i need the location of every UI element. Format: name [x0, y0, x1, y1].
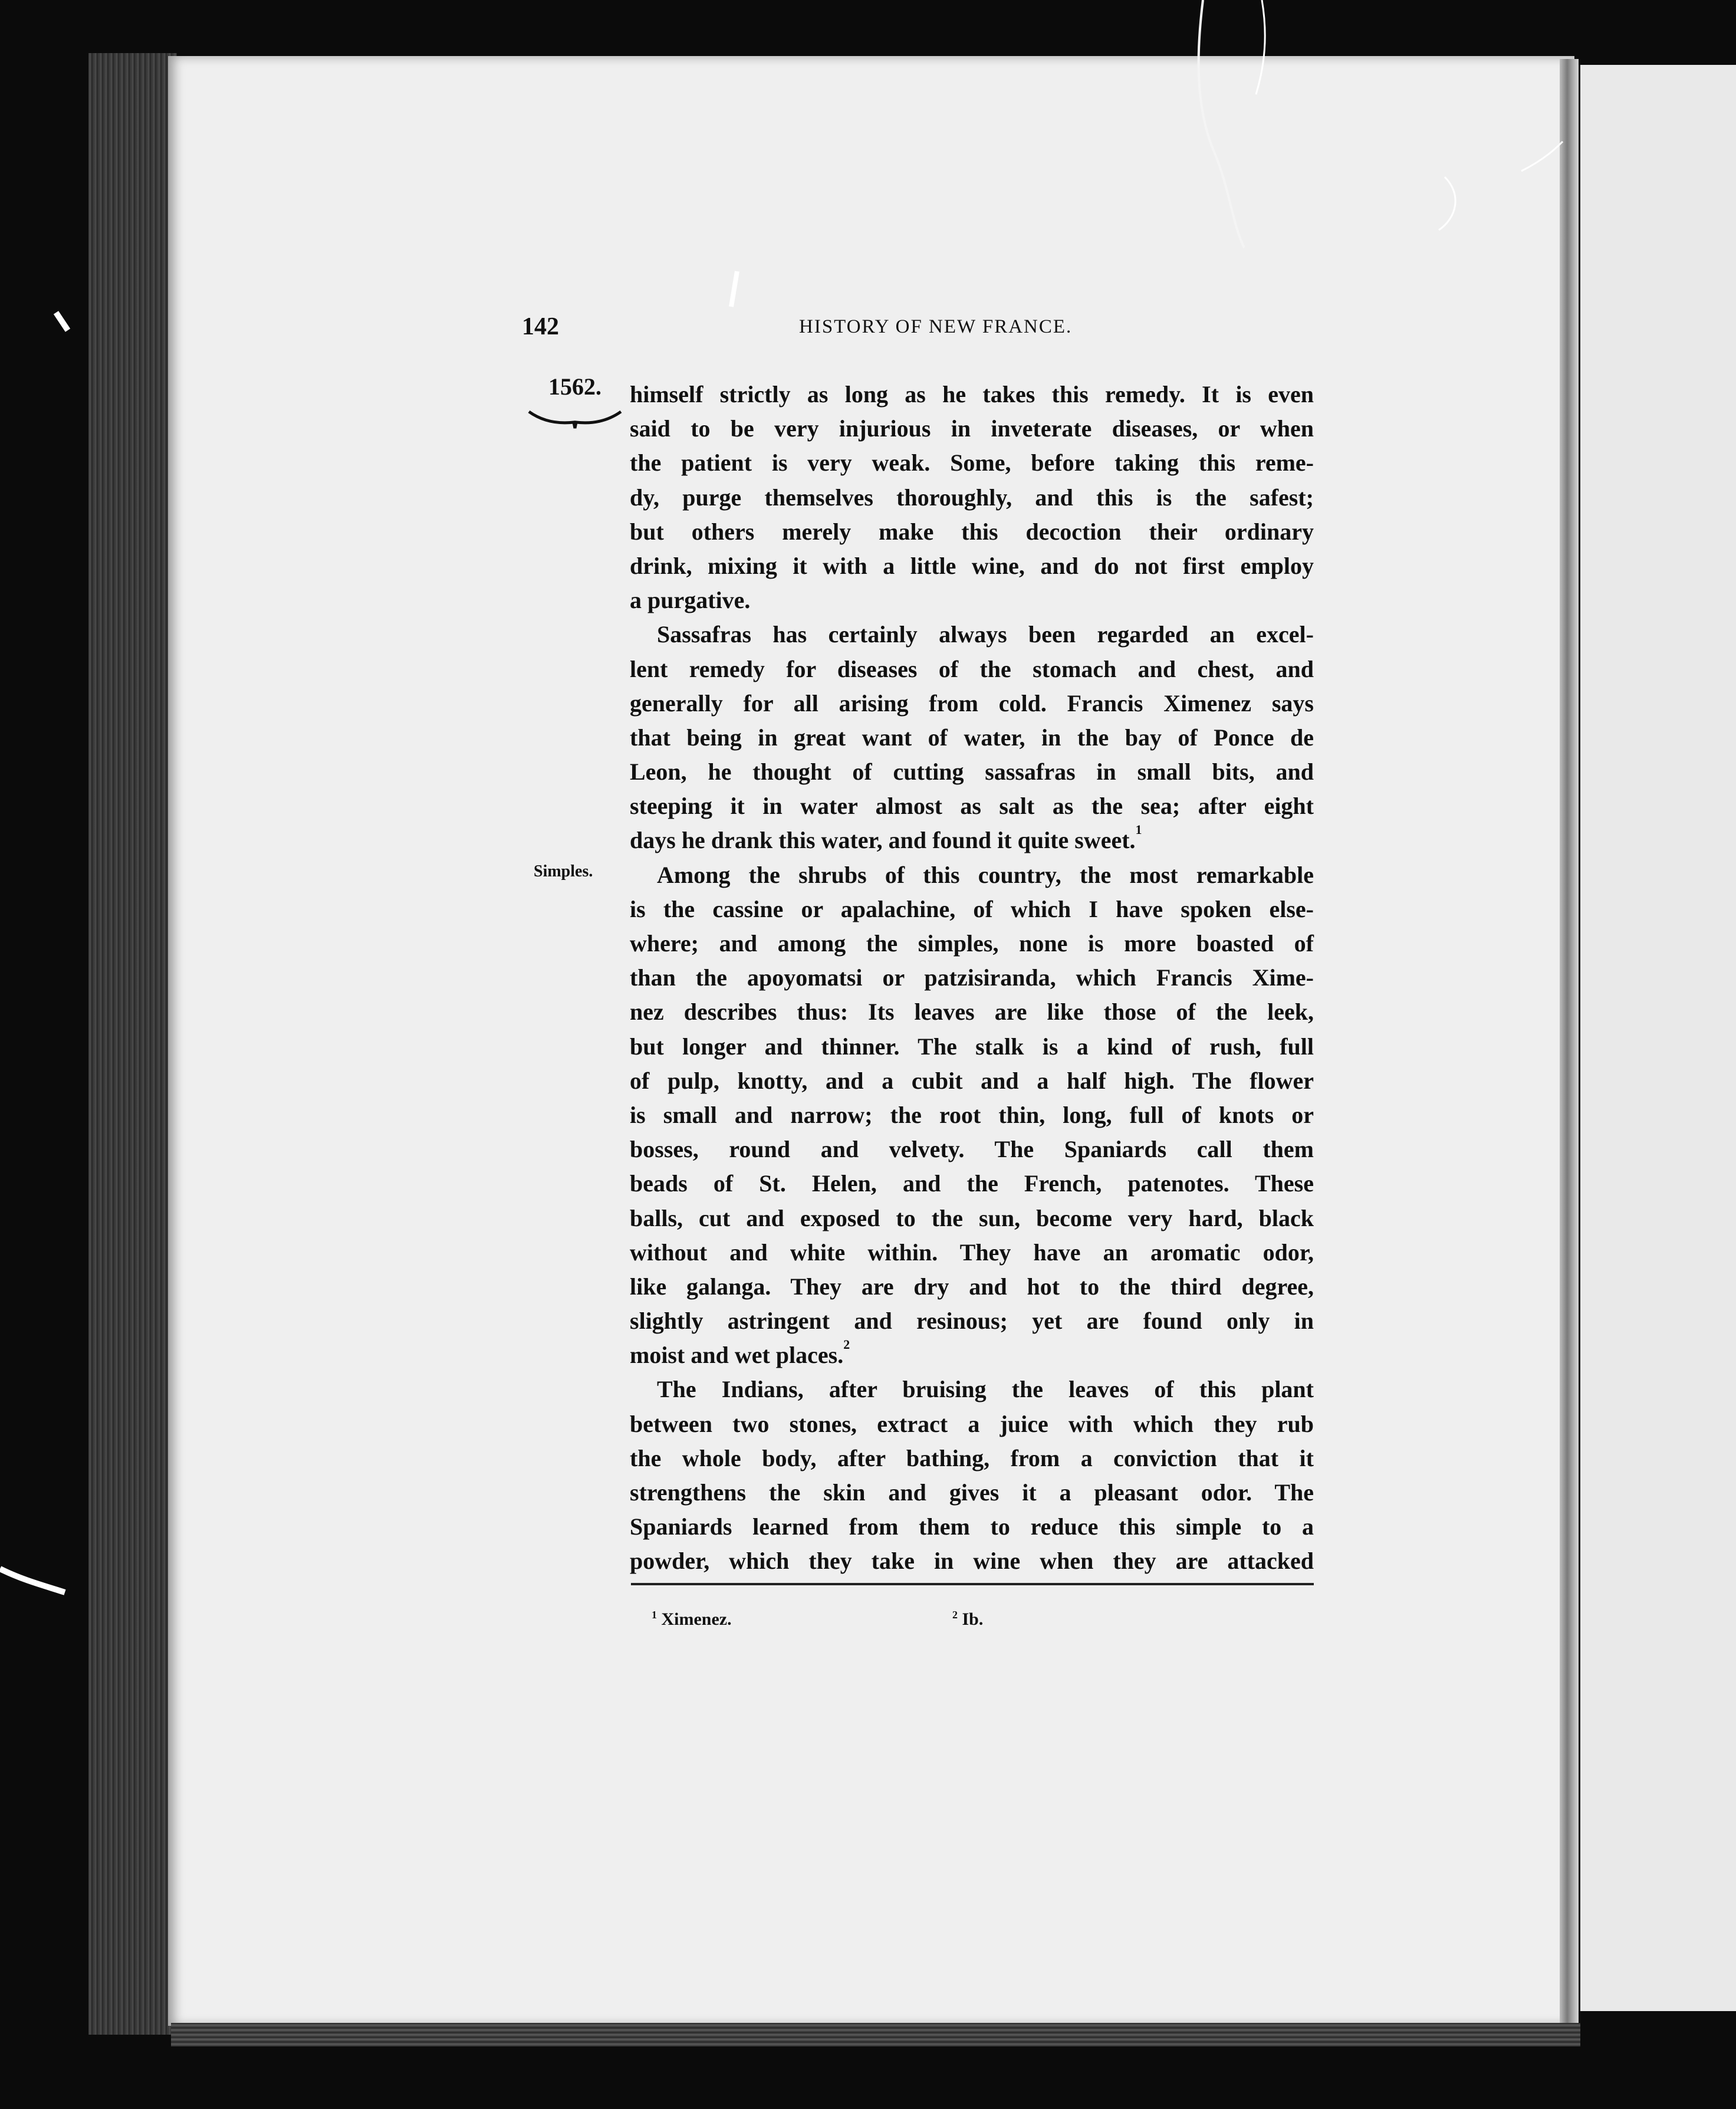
- margin-year: 1562.: [548, 373, 601, 400]
- text-line: Among the shrubs of this country, the most remarkable: [657, 861, 1314, 888]
- text-line: the whole body, after bathing, from a conviction that it: [630, 1444, 1314, 1471]
- text-line: slightly astringent and resinous; yet are found only in: [630, 1308, 1314, 1335]
- text-line: nez describes thus: Its leaves are like those of the leek,: [630, 998, 1314, 1026]
- text-line: between two stones, extract a juice with which they rub: [630, 1410, 1314, 1437]
- text-line: where; and among the simples, none is more boasted of: [630, 930, 1314, 957]
- text-line: bosses, round and velvety. The Spaniards call them: [630, 1136, 1314, 1163]
- right-page-fragment: [1580, 65, 1736, 2011]
- text-line: that being in great want of water, in the bay of Ponce de: [630, 724, 1314, 751]
- text-line: is the cassine or apalachine, of which I have spoken else-: [630, 895, 1314, 922]
- text-line: himself strictly as long as he takes this remedy. It is even: [630, 381, 1314, 408]
- footnote-mark: 1: [652, 1609, 657, 1621]
- book-gutter: [1560, 59, 1579, 2023]
- text-line: The Indians, after bruising the leaves of this plant: [657, 1376, 1314, 1403]
- page-stack-edge: [88, 53, 177, 2035]
- text-line: Leon, he thought of cutting sassafras in small bits, and: [630, 758, 1314, 786]
- text-line: Sassafras has certainly always been regarded an excel-: [657, 621, 1314, 648]
- text-line: beads of St. Helen, and the French, patenotes. These: [630, 1170, 1314, 1197]
- running-head: HISTORY OF NEW FRANCE.: [799, 316, 1073, 337]
- margin-note-simples: Simples.: [534, 862, 593, 881]
- text-line: drink, mixing it with a little wine, and do not first employ: [630, 552, 1314, 579]
- text-line: strengthens the skin and gives it a pleasant odor. The: [630, 1479, 1314, 1506]
- text-line: dy, purge themselves thoroughly, and this is the safest;: [630, 484, 1314, 511]
- footnote-text: Ib.: [962, 1609, 984, 1629]
- text-line: balls, cut and exposed to the sun, become very hard, black: [630, 1204, 1314, 1231]
- text-line-with-note: [630, 1338, 1314, 1372]
- footnote-1: [652, 1609, 732, 1630]
- text-line: than the apoyomatsi or patzisiranda, which Francis Xime-: [630, 964, 1314, 991]
- text-line: a purgative.: [630, 587, 751, 614]
- footnote-reference: 1: [1135, 822, 1142, 837]
- text-line: lent remedy for diseases of the stomach and chest, and: [630, 655, 1314, 682]
- footnote-text: Ximenez.: [661, 1609, 732, 1629]
- footnote-rule: [631, 1583, 1314, 1585]
- text-line: said to be very injurious in inveterate diseases, or when: [630, 415, 1314, 442]
- text-line: moist and wet places.: [630, 1342, 844, 1369]
- footnote-mark: 2: [952, 1609, 958, 1621]
- text-line: days he drank this water, and found it quite sweet.: [630, 827, 1136, 854]
- text-line-with-note: [630, 823, 1314, 858]
- page-bottom-edge: [171, 2023, 1580, 2046]
- page-number: 142: [522, 313, 559, 340]
- text-line: without and white within. They have an aromatic odor,: [630, 1239, 1314, 1266]
- text-line: Spaniards learned from them to reduce this simple to a: [630, 1513, 1314, 1540]
- text-line: generally for all arising from cold. Francis Ximenez says: [630, 689, 1314, 717]
- footnote-reference: 2: [843, 1337, 850, 1352]
- text-line: powder, which they take in wine when they are attacked: [630, 1548, 1314, 1575]
- text-line: like galanga. They are dry and hot to the third degree,: [630, 1273, 1314, 1300]
- text-line: is small and narrow; the root thin, long, full of knots or: [630, 1101, 1314, 1128]
- footnote-2: [952, 1609, 983, 1630]
- page-header: [522, 313, 1315, 342]
- text-line: steeping it in water almost as salt as the sea; after eight: [630, 793, 1314, 820]
- body-text: [630, 377, 1314, 1579]
- text-line: but others merely make this decoction their ordinary: [630, 518, 1314, 545]
- text-line: but longer and thinner. The stalk is a kind of rush, full: [630, 1033, 1314, 1060]
- text-line: of pulp, knotty, and a cubit and a half high. The flower: [630, 1067, 1314, 1094]
- text-line: the patient is very weak. Some, before taking this reme-: [630, 449, 1314, 477]
- margin-brace-ornament: [528, 407, 622, 431]
